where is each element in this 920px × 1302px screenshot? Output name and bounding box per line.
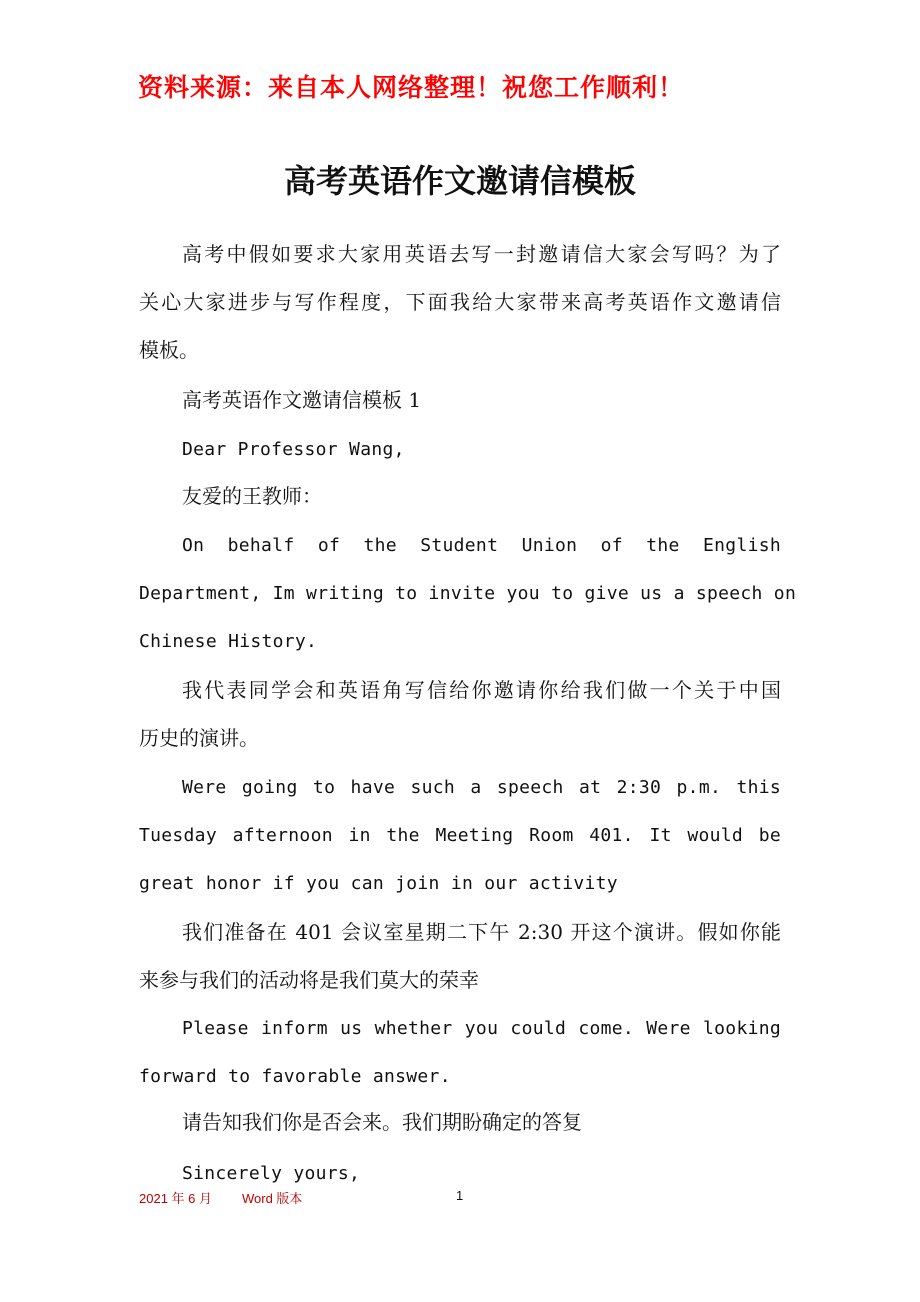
closing: Sincerely yours, [182,1163,361,1184]
p1-cn-line-2: 历史的演讲。 [139,726,259,750]
salutation-cn: 友爱的王教师： [182,484,322,508]
p2-en-line-2: Tuesday afternoon in the Meeting Room 401. It would be [139,825,781,846]
p3-en-line-2: forward to favorable answer. [139,1066,451,1087]
paragraph-2-cn [139,908,781,1004]
paragraph-2-en [139,764,781,908]
p1-cn-line-1: 我代表同学会和英语角写信给你邀请你给我们做一个关于中国 [182,678,781,702]
p2-cn-line-2: 来参与我们的活动将是我们莫大的荣幸 [139,968,479,992]
paragraph-3-en [139,1005,781,1101]
p2-en-line-3: great honor if you can join in our activity [139,873,618,894]
section-heading: 高考英语作文邀请信模板 1 [182,388,422,412]
intro-line-1: 高考中假如要求大家用英语去写一封邀请信大家会写吗？为了 [182,242,781,266]
p1-en-line-3: Chinese History. [139,631,318,652]
p1-en-line-2: Department, Im writing to invite you to give us a speech on [139,583,797,604]
intro-line-3: 模板。 [139,338,199,362]
footer-version: Word 版本 [242,1191,303,1206]
paragraph-1-en [139,522,797,666]
source-note: 资料来源：来自本人网络整理！祝您工作顺利！ [138,73,685,102]
footer [139,1188,302,1207]
salutation-en: Dear Professor Wang, [182,439,405,460]
p3-en-line-1: Please inform us whether you could come. Were looking [182,1018,781,1039]
page-number: 1 [456,1188,464,1203]
document-title: 高考英语作文邀请信模板 [283,162,636,200]
p2-cn-line-1: 我们准备在 401 会议室星期二下午 2:30 开这个演讲。假如你能 [182,920,781,944]
paragraph-1-cn [139,666,781,762]
intro-line-2: 关心大家进步与写作程度，下面我给大家带来高考英语作文邀请信 [139,290,781,314]
paragraph-3-cn: 请告知我们你是否会来。我们期盼确定的答复 [182,1110,582,1134]
p2-en-line-1: Were going to have such a speech at 2:30 p.m. this [182,777,781,798]
footer-date: 2021 年 6 月 [139,1191,212,1206]
p1-en-line-1: On behalf of the Student Union of the English [182,535,781,556]
intro-paragraph [139,230,781,374]
